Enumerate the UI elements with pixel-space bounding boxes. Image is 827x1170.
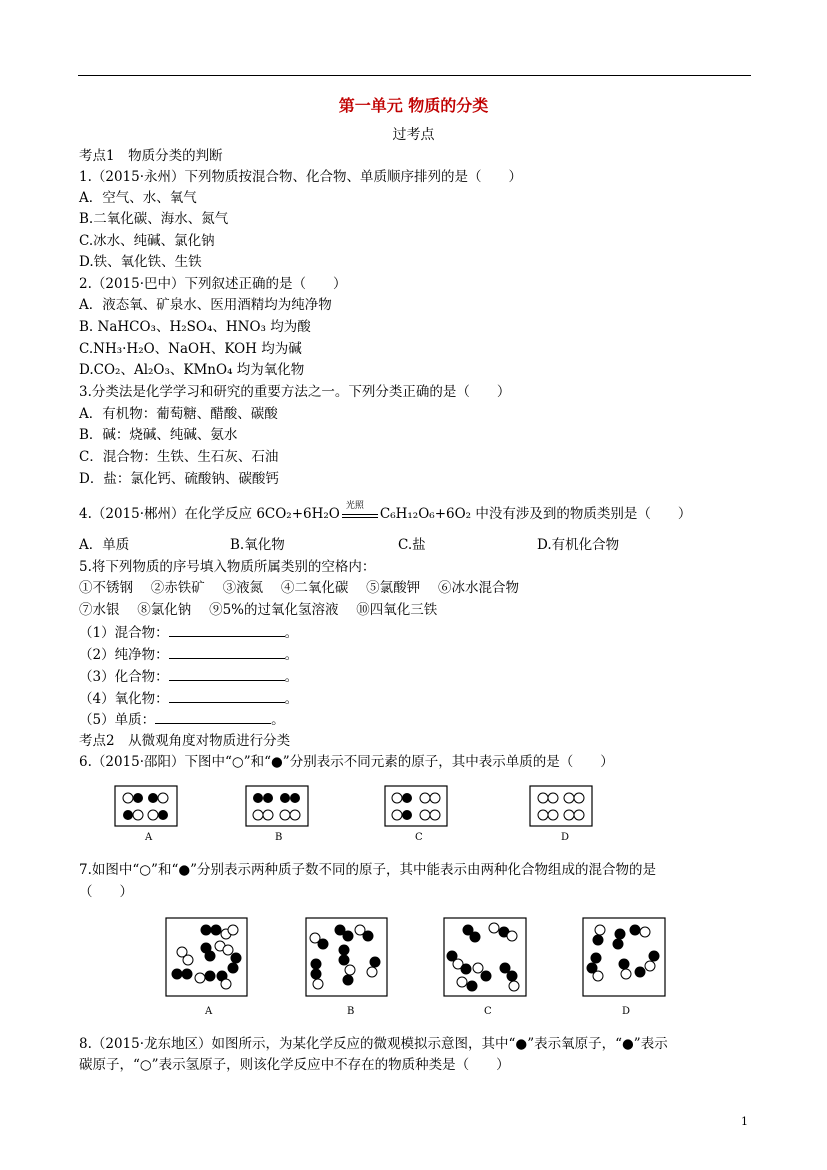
q1-option-d: D.铁、氧化铁、生铁 [79, 254, 202, 270]
blank-end-mark: 。 [284, 691, 299, 707]
section-heading-1: 考点1 物质分类的判断 [79, 148, 223, 164]
diagram-a-atoms [123, 793, 168, 820]
q3-option-c: C．混合物：生铁、生石灰、石油 [79, 449, 279, 465]
answer-blank[interactable] [169, 644, 285, 659]
diagram-a-atoms [172, 925, 241, 989]
question-8-line-2: 碳原子，“○”表示氢原子，则该化学反应中不存在的物质种类是（ ） [79, 1057, 510, 1073]
q4-text-suffix: C₆H₁₂O₆+6O₂ 中没有涉及到的物质类别是（ ） [379, 506, 692, 522]
question-2: 2.（2015·巴中）下列叙述正确的是（ ） [79, 276, 347, 292]
answer-blank[interactable] [169, 666, 285, 681]
q7-label-d: D [622, 1006, 631, 1017]
q6-label-c: C [415, 832, 423, 843]
q7-label-a: A [205, 1006, 213, 1017]
question-4 [79, 501, 692, 524]
q3-option-a: A．有机物：葡萄糖、醋酸、碳酸 [79, 406, 278, 422]
diagram-b-atoms [253, 793, 300, 820]
page-number: 1 [741, 1115, 748, 1128]
q2-option-b: B. NaHCO₃、H₂SO₄、HNO₃ 均为酸 [79, 319, 311, 335]
blank-end-mark: 。 [271, 712, 285, 728]
q3-option-d: D．盐：氯化钙、硫酸钠、碳酸钙 [79, 471, 279, 487]
q5-blank-compound [79, 666, 298, 687]
header-rule [78, 75, 751, 76]
q6-label-d: D [561, 832, 570, 843]
q4-arrow-label: 光照 [345, 501, 364, 511]
answer-blank[interactable] [155, 709, 271, 724]
diagram-d-atoms [538, 793, 584, 820]
q1-option-c: C.冰水、纯碱、氯化钠 [79, 233, 215, 249]
q7-label-b: B [347, 1006, 355, 1017]
blank-label: （5）单质： [79, 712, 156, 728]
blank-label: （1）混合物： [79, 625, 169, 641]
q5-items-row-1: ①不锈钢 ②赤铁矿 ③液氮 ④二氧化碳 ⑤氯酸钾 ⑥冰水混合物 [79, 580, 519, 596]
q5-blank-element [79, 709, 285, 730]
q5-items-row-2: ⑦水银 ⑧氯化钠 ⑨5%的过氧化氢溶液 ⑩四氧化三铁 [79, 602, 438, 618]
blank-label: （3）化合物： [79, 669, 169, 685]
blank-label: （4）氧化物： [79, 691, 169, 707]
q2-option-a: A．液态氧、矿泉水、医用酒精均为纯净物 [79, 297, 332, 313]
q4-reaction-arrow [340, 501, 380, 524]
answer-blank[interactable] [169, 688, 285, 703]
q1-option-a: A．空气、水、氧气 [79, 190, 197, 206]
q6-diagrams [100, 782, 620, 848]
blank-end-mark: 。 [284, 625, 299, 641]
question-7-bracket: （ ） [79, 884, 133, 900]
diagram-d-atoms [587, 925, 659, 981]
page-title: 第一单元 物质的分类 [338, 96, 489, 115]
question-1: 1.（2015·永州）下列物质按混合物、化合物、单质顺序排列的是（ ） [79, 169, 523, 185]
q1-option-b: B.二氧化碳、海水、氮气 [79, 211, 229, 227]
blank-label: （2）纯净物： [79, 647, 169, 663]
diagram-c-atoms [392, 793, 440, 820]
q5-blank-mixture [79, 622, 298, 643]
q6-label-a: A [145, 832, 153, 843]
blank-end-mark: 。 [284, 647, 299, 663]
question-8-line-1: 8.（2015·龙东地区）如图所示，为某化学反应的微观模拟示意图，其中“●”表示氧原子，“●”表示 [79, 1036, 668, 1052]
q2-option-c: C.NH₃·H₂O、NaOH、KOH 均为碱 [79, 341, 302, 357]
question-5: 5.将下列物质的序号填入物质所属类别的空格内： [79, 559, 376, 575]
q7-label-c: C [484, 1006, 492, 1017]
q5-blank-pure [79, 644, 298, 665]
q4-option-d: D.有机化合物 [537, 537, 620, 553]
diagram-c-atoms [447, 923, 519, 991]
q4-text-prefix: 4.（2015·郴州）在化学反应 6CO₂+6H₂O [79, 506, 340, 522]
question-7: 7.如图中“○”和“●”分别表示两种质子数不同的原子，其中能表示由两种化合物组成的混合物的是 [79, 862, 657, 878]
page-subtitle: 过考点 [392, 127, 435, 143]
q2-option-d: D.CO₂、Al₂O₃、KMnO₄ 均为氧化物 [79, 362, 305, 378]
q6-label-b: B [275, 832, 283, 843]
q5-blank-oxide [79, 688, 298, 709]
question-6: 6.（2015·邵阳）下图中“○”和“●”分别表示不同元素的原子，其中表示单质的是（ ） [79, 754, 614, 770]
q4-option-a: A．单质 [79, 537, 130, 553]
diagram-b-atoms [310, 925, 380, 989]
q7-diagrams [160, 914, 680, 1018]
answer-blank[interactable] [169, 622, 285, 637]
section-heading-2: 考点2 从微观角度对物质进行分类 [79, 733, 291, 749]
q4-option-c: C.盐 [398, 537, 426, 553]
q3-option-b: B．碱：烧碱、纯碱、氨水 [79, 427, 238, 443]
q4-option-b: B.氧化物 [230, 537, 285, 553]
question-3: 3.分类法是化学学习和研究的重要方法之一。下列分类正确的是（ ） [79, 384, 511, 400]
blank-end-mark: 。 [284, 669, 299, 685]
